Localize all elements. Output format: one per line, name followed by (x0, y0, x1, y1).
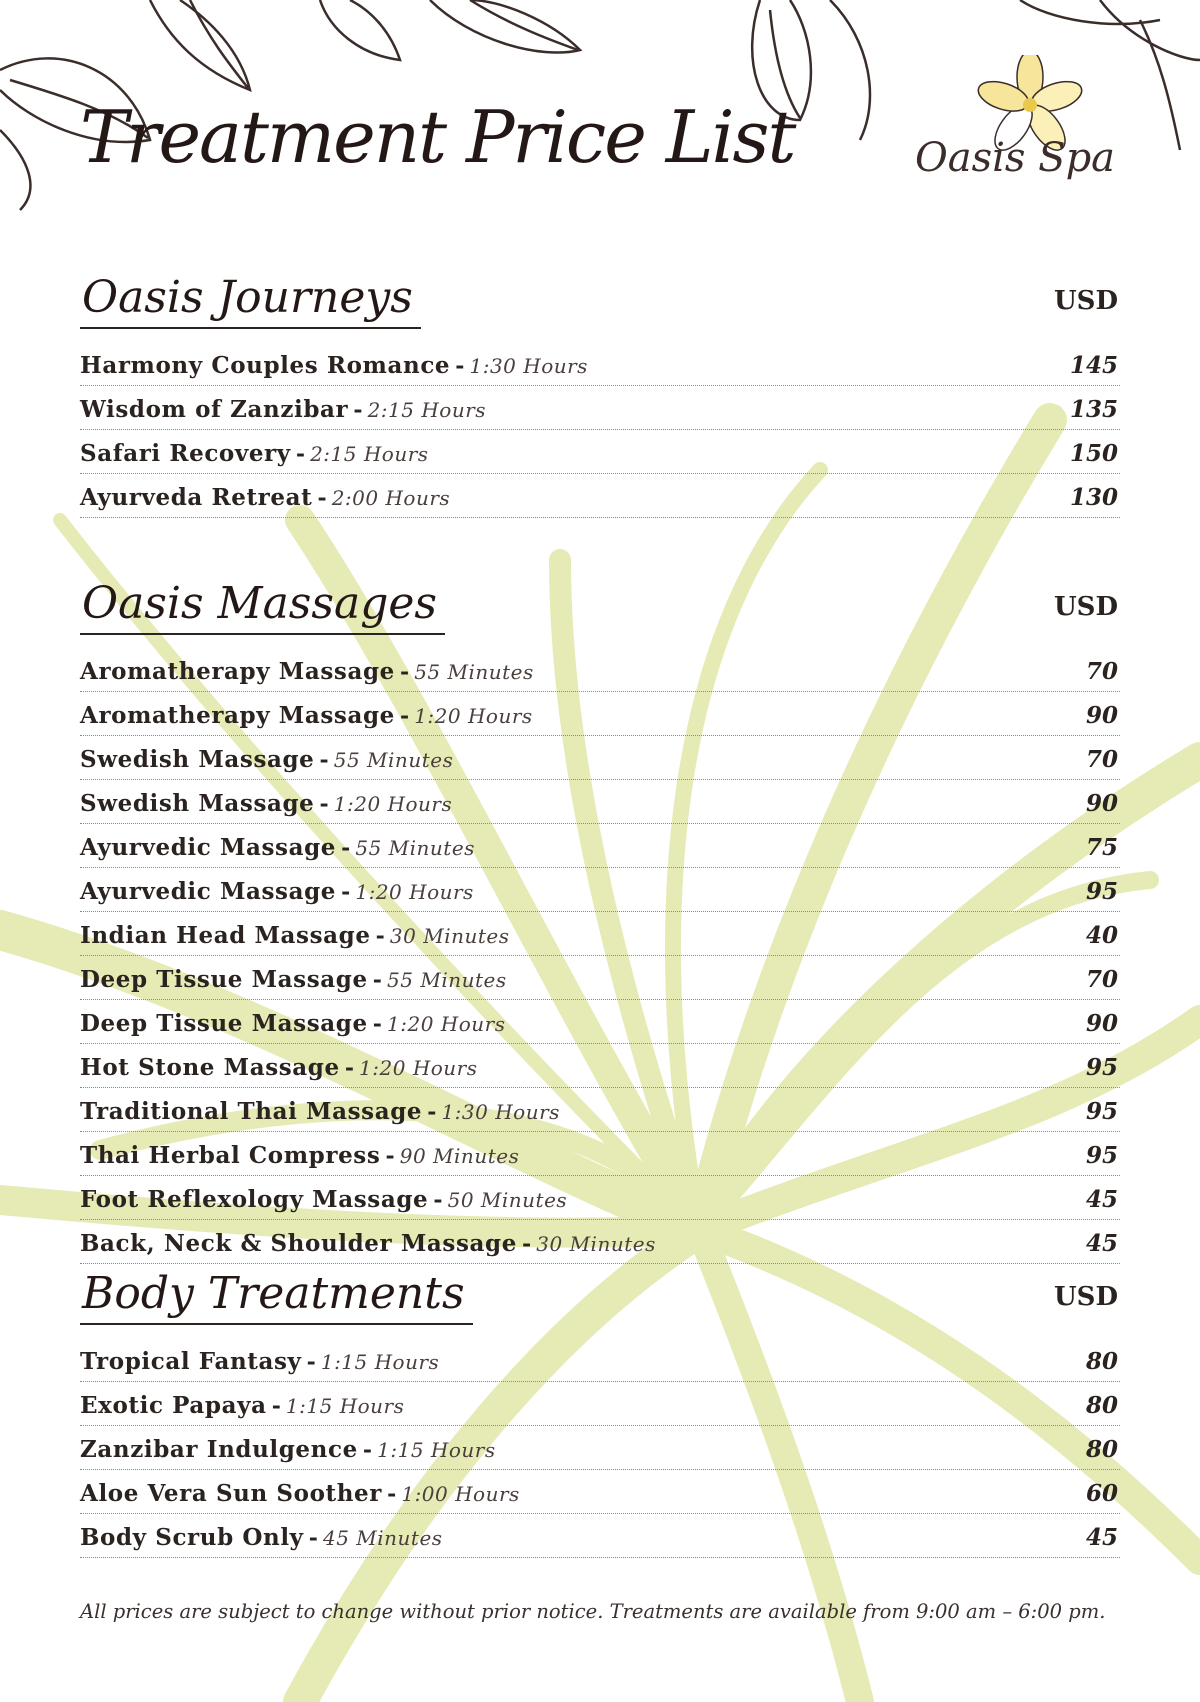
treatment-duration: 30 Minutes (389, 924, 510, 948)
treatment-price: 60 (1085, 1480, 1118, 1507)
treatment-row (80, 912, 1120, 956)
logo-wordmark: Oasis Spa (914, 135, 1116, 181)
treatment-name: Foot Reflexology Massage (80, 1186, 429, 1213)
treatment-row (80, 1000, 1120, 1044)
treatment-name: Indian Head Massage (80, 922, 371, 949)
treatment-name: Thai Herbal Compress (80, 1142, 381, 1169)
treatment-name: Exotic Papaya (80, 1392, 267, 1419)
treatment-duration: 55 Minutes (355, 836, 475, 860)
treatment-price: 45 (1085, 1524, 1118, 1551)
treatment-name: Aromatherapy Massage (80, 702, 395, 729)
treatment-description (80, 790, 452, 823)
treatment-price: 80 (1085, 1348, 1118, 1375)
treatment-name: Zanzibar Indulgence (80, 1436, 358, 1463)
section-title: Oasis Massages (80, 578, 445, 635)
separator: - (317, 485, 327, 511)
treatment-name: Ayurvedic Massage (80, 878, 337, 905)
treatment-row (80, 692, 1120, 736)
treatment-row (80, 1382, 1120, 1426)
separator: - (344, 1055, 354, 1081)
separator: - (271, 1393, 281, 1419)
treatment-name: Traditional Thai Massage (80, 1098, 423, 1125)
treatment-name: Aloe Vera Sun Soother (80, 1480, 383, 1507)
treatment-description (80, 746, 453, 779)
treatment-row (80, 1220, 1120, 1264)
treatment-name: Harmony Couples Romance (80, 352, 451, 379)
treatment-duration: 30 Minutes (536, 1232, 656, 1256)
treatment-row (80, 1470, 1120, 1514)
treatment-price: 90 (1085, 1010, 1118, 1037)
treatment-row (80, 474, 1120, 518)
treatment-price: 95 (1085, 878, 1118, 905)
treatment-duration: 45 Minutes (322, 1526, 443, 1550)
treatment-row (80, 956, 1120, 1000)
separator: - (306, 1349, 316, 1375)
treatment-duration: 1:00 Hours (401, 1482, 520, 1506)
treatment-list (80, 342, 1120, 518)
treatment-name: Back, Neck & Shoulder Massage (80, 1230, 517, 1257)
treatment-name: Deep Tissue Massage (80, 1010, 368, 1037)
separator: - (387, 1481, 397, 1507)
separator: - (372, 967, 382, 993)
treatment-duration: 1:20 Hours (359, 1056, 478, 1080)
treatment-price: 75 (1085, 834, 1118, 861)
treatment-description (80, 1010, 506, 1043)
treatment-description (80, 1098, 560, 1131)
treatment-description (80, 1524, 443, 1557)
treatment-price: 80 (1085, 1436, 1118, 1463)
treatment-name: Safari Recovery (80, 440, 291, 467)
separator: - (427, 1099, 437, 1125)
treatment-duration: 1:30 Hours (441, 1100, 560, 1124)
separator: - (341, 835, 351, 861)
treatment-price: 40 (1085, 922, 1118, 949)
treatment-price: 70 (1085, 658, 1118, 685)
treatment-description (80, 834, 475, 867)
treatment-description (80, 922, 510, 955)
currency-label: USD (1054, 286, 1118, 316)
treatment-row (80, 342, 1120, 386)
treatment-duration: 2:15 Hours (310, 442, 429, 466)
treatment-duration: 1:20 Hours (355, 880, 474, 904)
treatment-price: 45 (1085, 1230, 1118, 1257)
separator: - (341, 879, 351, 905)
treatment-price: 80 (1085, 1392, 1118, 1419)
treatment-price: 95 (1085, 1054, 1118, 1081)
treatment-row (80, 868, 1120, 912)
section-title: Oasis Journeys (80, 272, 421, 329)
section-header (80, 1268, 1120, 1338)
treatment-description (80, 1230, 656, 1263)
treatment-price: 130 (1069, 484, 1118, 511)
treatment-description (80, 966, 507, 999)
treatment-row (80, 1338, 1120, 1382)
treatment-duration: 2:00 Hours (331, 486, 451, 510)
section-oasis-journeys (80, 272, 1120, 518)
treatment-name: Ayurveda Retreat (80, 484, 313, 511)
treatment-duration: 2:15 Hours (367, 398, 487, 422)
separator: - (308, 1525, 318, 1551)
treatment-duration: 1:15 Hours (285, 1394, 405, 1418)
treatment-description (80, 878, 474, 911)
footnote: All prices are subject to change without prior notice. Treatments are available from 9:00 am – 6:00 pm. (80, 1600, 1106, 1623)
treatment-description (80, 658, 534, 691)
separator: - (353, 397, 363, 423)
spa-logo (905, 55, 1125, 215)
treatment-description (80, 440, 429, 473)
separator: - (319, 747, 329, 773)
treatment-row (80, 1514, 1120, 1558)
treatment-description (80, 352, 588, 385)
page-title: Treatment Price List (80, 95, 795, 179)
treatment-price: 90 (1085, 790, 1118, 817)
treatment-row (80, 386, 1120, 430)
treatment-duration: 1:15 Hours (377, 1438, 496, 1462)
section-oasis-massages (80, 578, 1120, 1264)
treatment-list (80, 648, 1120, 1264)
separator: - (433, 1187, 443, 1213)
treatment-description (80, 1348, 439, 1381)
treatment-price: 135 (1069, 396, 1118, 423)
currency-label: USD (1054, 592, 1118, 622)
treatment-description (80, 396, 486, 429)
treatment-price: 45 (1085, 1186, 1118, 1213)
separator: - (399, 659, 410, 685)
treatment-row (80, 1426, 1120, 1470)
treatment-duration: 1:20 Hours (387, 1012, 506, 1036)
currency-label: USD (1054, 1282, 1118, 1312)
treatment-name: Hot Stone Massage (80, 1054, 340, 1081)
separator: - (455, 353, 465, 379)
treatment-price: 70 (1085, 746, 1118, 773)
treatment-row (80, 430, 1120, 474)
separator: - (372, 1011, 382, 1037)
section-title: Body Treatments (80, 1268, 473, 1325)
separator: - (319, 791, 329, 817)
treatment-row (80, 1088, 1120, 1132)
treatment-description (80, 1186, 567, 1219)
treatment-name: Aromatherapy Massage (80, 658, 395, 685)
treatment-duration: 1:30 Hours (469, 354, 588, 378)
treatment-name: Body Scrub Only (80, 1524, 304, 1551)
treatment-price: 95 (1085, 1098, 1118, 1125)
treatment-row (80, 648, 1120, 692)
treatment-duration: 50 Minutes (447, 1188, 568, 1212)
treatment-description (80, 1392, 404, 1425)
treatment-row (80, 1176, 1120, 1220)
treatment-name: Tropical Fantasy (80, 1348, 302, 1375)
treatment-row (80, 1044, 1120, 1088)
treatment-price: 145 (1069, 352, 1118, 379)
treatment-price: 150 (1069, 440, 1118, 467)
separator: - (375, 923, 385, 949)
treatment-name: Swedish Massage (80, 790, 315, 817)
treatment-description (80, 1436, 496, 1469)
treatment-description (80, 1054, 478, 1087)
treatment-list (80, 1338, 1120, 1558)
treatment-description (80, 1142, 519, 1175)
treatment-row (80, 736, 1120, 780)
treatment-description (80, 484, 450, 517)
separator: - (295, 441, 305, 467)
treatment-duration: 1:15 Hours (320, 1350, 440, 1374)
section-header (80, 578, 1120, 648)
treatment-duration: 55 Minutes (333, 748, 454, 772)
separator: - (399, 703, 410, 729)
treatment-price: 95 (1085, 1142, 1118, 1169)
treatment-duration: 55 Minutes (414, 660, 534, 684)
separator: - (522, 1231, 532, 1257)
treatment-duration: 1:20 Hours (333, 792, 453, 816)
treatment-duration: 1:20 Hours (414, 704, 533, 728)
treatment-name: Ayurvedic Massage (80, 834, 337, 861)
treatment-description (80, 1480, 520, 1513)
treatment-description (80, 702, 533, 735)
separator: - (385, 1143, 395, 1169)
separator: - (362, 1437, 373, 1463)
treatment-price: 90 (1085, 702, 1118, 729)
treatment-row (80, 1132, 1120, 1176)
treatment-duration: 90 Minutes (399, 1144, 520, 1168)
treatment-name: Swedish Massage (80, 746, 315, 773)
treatment-name: Wisdom of Zanzibar (80, 396, 349, 423)
treatment-row (80, 824, 1120, 868)
section-header (80, 272, 1120, 342)
section-body-treatments (80, 1268, 1120, 1558)
treatment-name: Deep Tissue Massage (80, 966, 368, 993)
treatment-price: 70 (1085, 966, 1118, 993)
treatment-row (80, 780, 1120, 824)
treatment-duration: 55 Minutes (387, 968, 507, 992)
